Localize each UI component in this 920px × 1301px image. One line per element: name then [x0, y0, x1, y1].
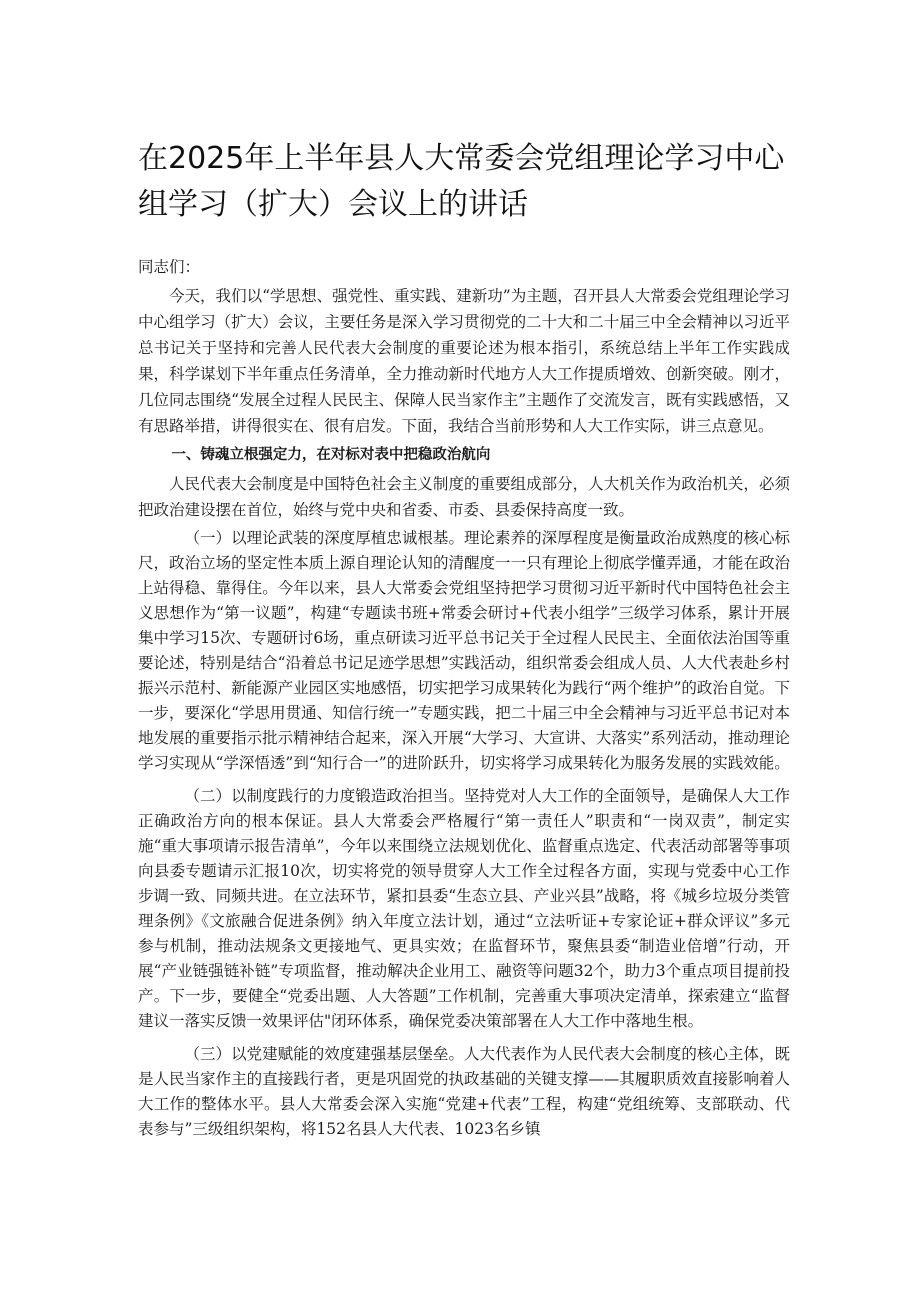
- section-1-lead-paragraph: 人民代表大会制度是中国特色社会主义制度的重要组成部分，人大机关作为政治机关，必须把政治建设摆在首位，始终与党中央和省委、市委、县委保持高度一致。: [138, 475, 790, 519]
- document-page: [138, 136, 790, 1150]
- section-1-heading: 一、铸魂立根强定力，在对标对表中把稳政治航向: [171, 447, 491, 463]
- document-title: 在2025年上半年县人大常委会党组理论学习中心组学习（扩大）会议上的讲话: [138, 141, 785, 222]
- section-1-item-2: （二）以制度践行的力度锻造政治担当。坚持党对人大工作的全面领导，是确保人大工作正确政治方向的根本保证。县人大常委会严格履行“第一责任人”职责和“一岗双责”，制定实施“重大事项请示报告清单”，今年以来围绕立法规划优化、监督重点选定、代表活动部署等事项向县委专题请示汇报10次，切实将党的领导贯穿人大工作全过程各方面，实现与党委中心工作步调一致、同频共进。在立法环节，紧扣县委“生态立县、产业兴县”战略，将《城乡垃圾分类管理条例》《文旅融合促进条例》纳入年度立法计划，通过“立法听证+专家论证+群众评议”多元参与机制，推动法规条文更接地气、更具实效；在监督环节，聚焦县委“制造业倍增”行动，开展“产业链强链补链”专项监督，推动解决企业用工、融资等问题32个，助力3个重点项目提前投产。下一步，要健全“党委出题、人大答题”工作机制，完善重大事项决定清单，探索建立“监督建议一落实反馈一效果评估"闭环体系，确保党委决策部署在人大工作中落地生根。: [138, 787, 790, 1030]
- greeting: 同志们：: [138, 258, 201, 276]
- section-1-item-1: （一）以理论武装的深度厚植忠诚根基。理论素养的深厚程度是衡量政治成熟度的核心标尺，政治立场的坚定性本质上源自理论认知的清醒度一一只有理论上彻底学懂弄通，才能在政治上站得稳、靠得住。今年以来，县人大常委会党组坚持把学习贯彻习近平新时代中国特色社会主义思想作为“第一议题”，构建“专题读书班+常委会研讨+代表小组学”三级学习体系，累计开展集中学习15次、专题研讨6场，重点研读习近平总书记关于全过程人民民主、全面依法治国等重要论述，特别是结合“沿着总书记足迹学思想”实践活动，组织常委会组成人员、人大代表赴乡村振兴示范村、新能源产业园区实地感悟，切实把学习成果转化为践行“两个维护”的政治自觉。下一步，要深化“学思用贯通、知信行统一”专题实践，把二十届三中全会精神与习近平总书记对本地发展的重要指示批示精神结合起来，深入开展“大学习、大宣讲、大落实”系列活动，推动理论学习实现从“学深悟透”到“知行合一”的进阶跃升，切实将学习成果转化为服务发展的实践效能。: [138, 529, 790, 772]
- section-1-item-3: （三）以党建赋能的效度建强基层堡垒。人大代表作为人民代表大会制度的核心主体，既是人民当家作主的直接践行者，更是巩固党的执政基础的关键支撑——其履职质效直接影响着人大工作的整体水平。县人大常委会深入实施“党建+代表”工程，构建“党组统筹、支部联动、代表参与”三级组织架构，将152名县人大代表、1023名乡镇: [138, 1045, 790, 1138]
- intro-paragraph: 今天，我们以“学思想、强党性、重实践、建新功”为主题，召开县人大常委会党组理论学习中心组学习（扩大）会议，主要任务是深入学习贯彻党的二十大和二十届三中全会精神以习近平总书记关于坚持和完善人民代表大会制度的重要论述为根本指引，系统总结上半年工作实践成果，科学谋划下半年重点任务清单，全力推动新时代地方人大工作提质增效、创新突破。刚才，几位同志围绕“发展全过程人民民主、保障人民当家作主”主题作了交流发言，既有实践感悟，又有思路举措，讲得很实在、很有启发。下面，我结合当前形势和人大工作实际，讲三点意见。: [138, 287, 790, 435]
